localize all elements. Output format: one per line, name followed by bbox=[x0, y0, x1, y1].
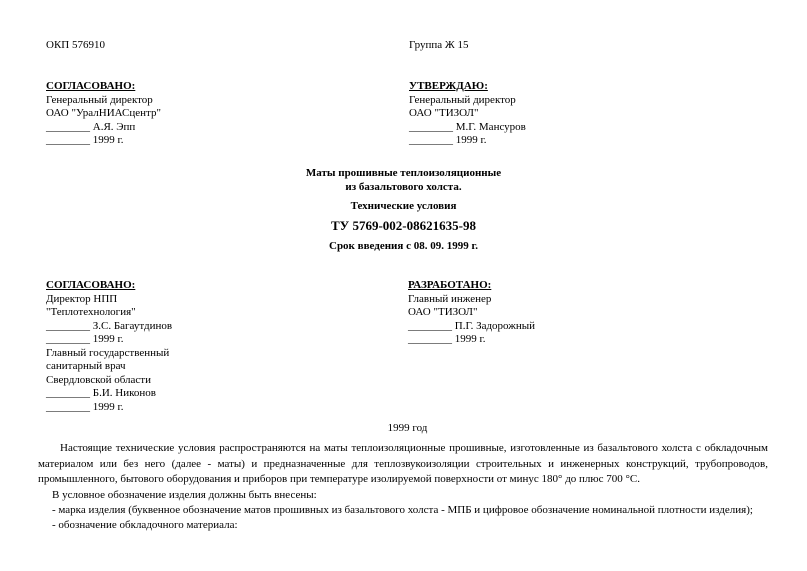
agreed-left-date bbox=[46, 333, 172, 347]
approval-left-date bbox=[46, 134, 161, 148]
agreed-left-signature bbox=[46, 320, 172, 334]
okp-code: ОКП 576910 bbox=[46, 39, 105, 51]
approval-left-org: ОАО "УралНИАСцентр" bbox=[46, 107, 161, 119]
developed-right-name: П.Г. Задорожный bbox=[454, 319, 536, 332]
agreed-left bbox=[46, 279, 172, 414]
developed-right-date bbox=[408, 333, 535, 347]
approval-left-year: 1999 г. bbox=[92, 134, 124, 146]
agreed-left-heading: СОГЛАСОВАНО: bbox=[46, 279, 136, 291]
approval-left-name: А.Я. Эпп bbox=[92, 120, 136, 133]
approval-right-signature bbox=[409, 121, 526, 135]
agreed-left-year: 1999 г. bbox=[92, 333, 124, 345]
agreed-left-position2-line1: Главный государственный bbox=[46, 346, 170, 359]
agreed-left-signature2 bbox=[46, 387, 172, 401]
approval-right bbox=[409, 80, 526, 148]
signature-line: ________ bbox=[46, 387, 90, 399]
approval-right-name: М.Г. Мансуров bbox=[455, 120, 526, 133]
body-paragraph: Настоящие технические условия распространяются на маты теплоизоляционные прошивные, изготовленные из базальтового холста с обкладочным материалом или без него (далее - маты) и предназначенные для теплозвукоизоляции строительных и инженерных конструкций, трубопроводов, промышленного, бытового оборудования и приборов при температуре изолируемой поверхности от минус 180° до плюс 700 °С. bbox=[38, 442, 768, 485]
signature-line: ________ bbox=[408, 319, 452, 332]
approval-left-signature bbox=[46, 121, 161, 135]
agreed-left-position2-line3: Свердловской области bbox=[46, 373, 151, 386]
approval-left-heading: СОГЛАСОВАНО: bbox=[46, 80, 136, 92]
doc-code: ТУ 5769-002-08621635-98 bbox=[331, 218, 476, 233]
doc-effective-date: Срок введения с 08. 09. 1999 г. bbox=[329, 240, 478, 252]
list-item-brand: - марка изделия (буквенное обозначение матов прошивных из базальтового холста - МПБ и цифровое обозначение номинальной плотности изделия); bbox=[52, 504, 753, 516]
developed-right-signature bbox=[408, 320, 535, 334]
doc-title-line2: из базальтового холста. bbox=[345, 181, 462, 193]
approval-right-position: Генеральный директор bbox=[409, 93, 516, 106]
agreed-left-name2: Б.И. Никонов bbox=[92, 387, 156, 399]
agreed-left-position2-line2: санитарный врач bbox=[46, 360, 126, 372]
approval-right-date bbox=[409, 134, 526, 148]
date-line: ________ bbox=[46, 333, 90, 345]
doc-subtitle: Технические условия bbox=[350, 200, 457, 212]
date-line: ________ bbox=[46, 400, 90, 413]
agreed-left-name: З.С. Багаутдинов bbox=[92, 319, 173, 332]
approval-right-year: 1999 г. bbox=[455, 134, 487, 146]
developed-right-heading: РАЗРАБОТАНО: bbox=[408, 279, 492, 291]
agreed-left-date2 bbox=[46, 401, 172, 415]
signature-line: ________ bbox=[46, 319, 90, 332]
agreed-left-position: Директор НПП bbox=[46, 292, 118, 305]
date-line: ________ bbox=[409, 134, 453, 146]
doc-title-line1: Маты прошивные теплоизоляционные bbox=[305, 167, 502, 179]
signature-line: ________ bbox=[46, 120, 90, 133]
signature-line: ________ bbox=[409, 120, 453, 133]
approval-right-heading: УТВЕРЖДАЮ: bbox=[409, 80, 488, 92]
approval-left bbox=[46, 80, 161, 148]
approval-left-position: Генеральный директор bbox=[46, 93, 153, 106]
agreed-left-org: "Теплотехнология" bbox=[46, 306, 136, 318]
body-line-designation: В условное обозначение изделия должны быть внесены: bbox=[52, 489, 317, 501]
developed-right-position: Главный инженер bbox=[408, 292, 492, 305]
date-line: ________ bbox=[46, 134, 90, 146]
developed-right bbox=[408, 279, 535, 347]
developed-right-org: ОАО "ТИЗОЛ" bbox=[408, 306, 478, 318]
document-year: 1999 год bbox=[387, 422, 428, 434]
list-item-lining: - обозначение обкладочного материала: bbox=[52, 519, 238, 531]
agreed-left-year2: 1999 г. bbox=[92, 400, 124, 413]
developed-right-year: 1999 г. bbox=[454, 333, 486, 345]
group-code: Группа Ж 15 bbox=[409, 39, 469, 51]
date-line: ________ bbox=[408, 333, 452, 345]
approval-right-org: ОАО "ТИЗОЛ" bbox=[409, 107, 479, 119]
